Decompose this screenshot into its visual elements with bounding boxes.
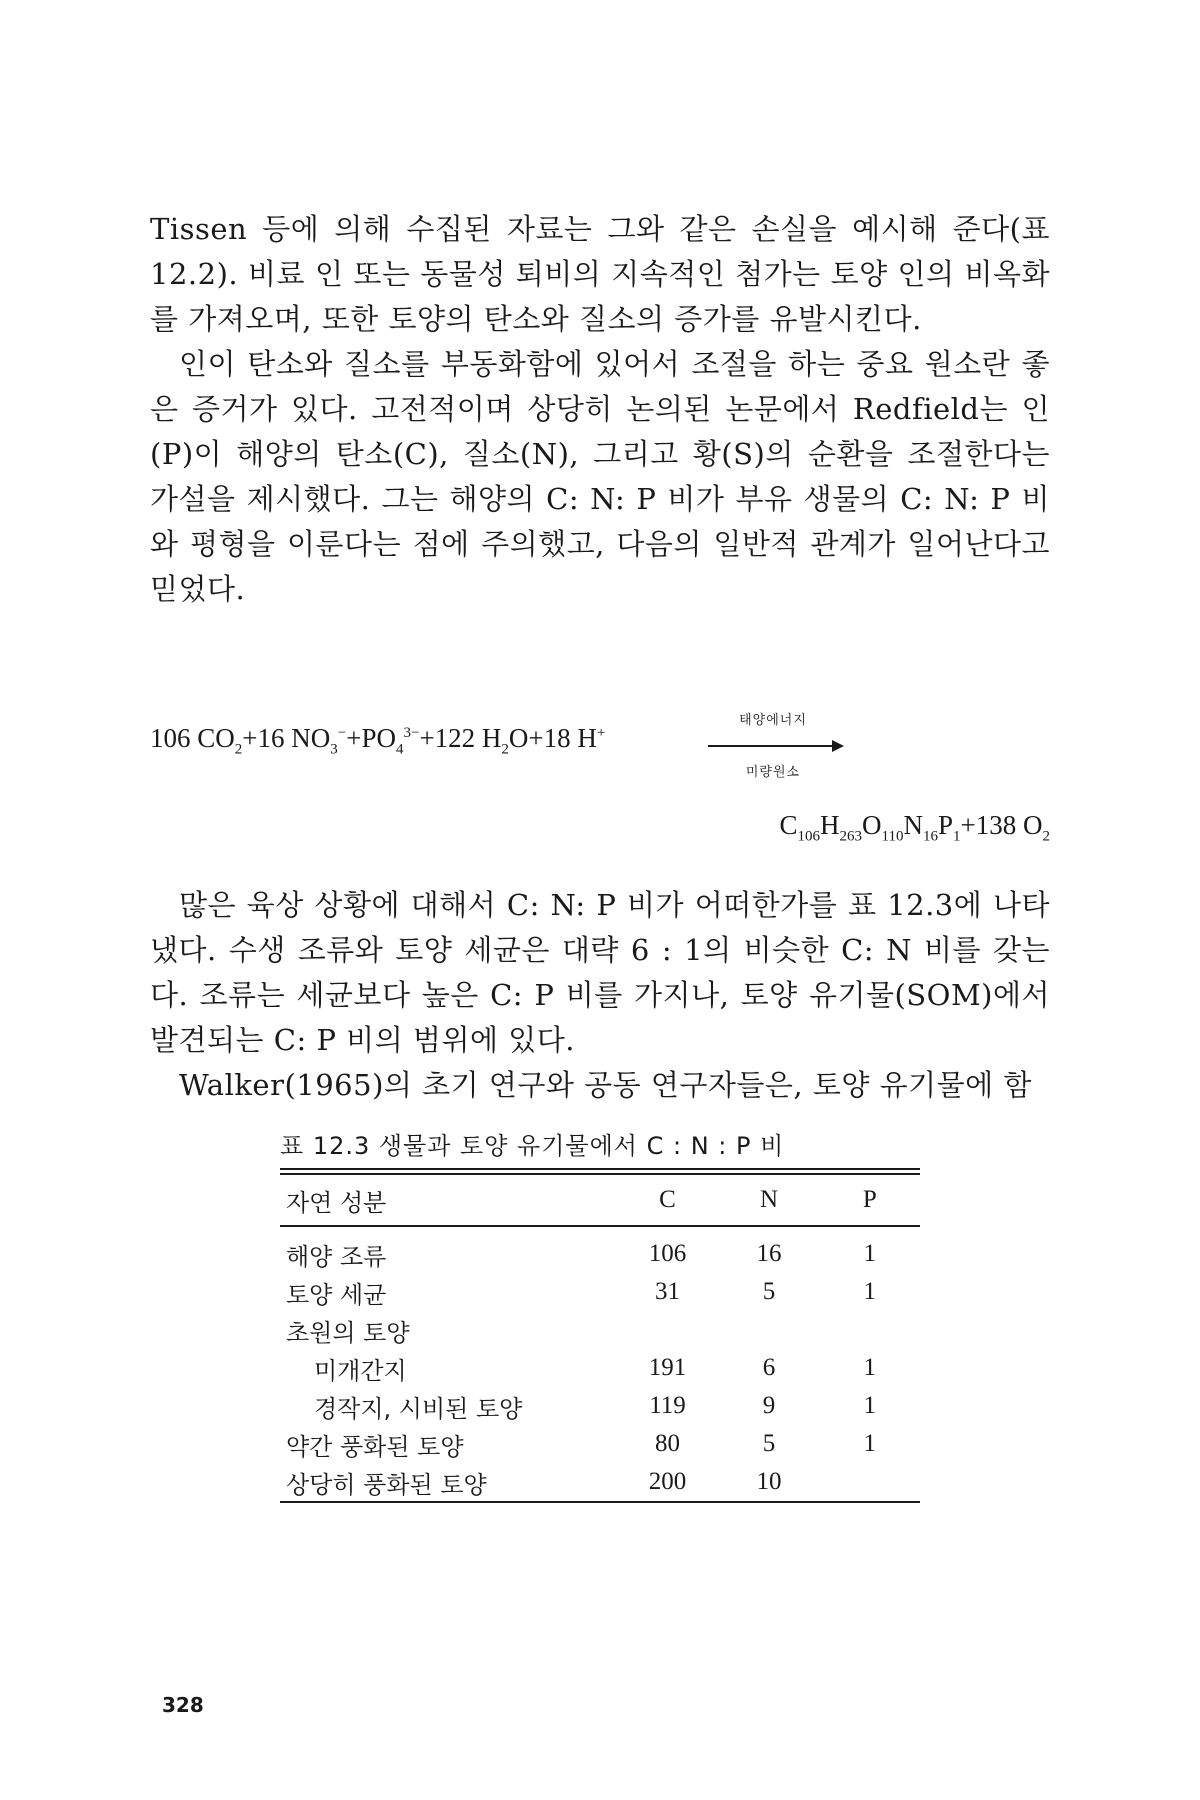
table-row: 초원의 토양: [286, 1318, 410, 1347]
equation-reactants: 106 $CO_2+16$ $NO_3^-+PO_4^{3-}+122$ $H_2O+18$ H+: [150, 723, 606, 758]
paragraph-1: Tissen 등에 의해 수집된 자료는 그와 같은 손실을 예시해 준다(표 12.2). 비료 인 또는 동물성 퇴비의 지속적인 첨가는 토양 인의 비옥화를 가져오며, 또한 토양의 탄소와 질소의 증가를 유발시킨다.: [150, 212, 1050, 336]
table-row: 미개간지 191 6 1: [314, 1354, 877, 1385]
arrow-shaft: [708, 745, 836, 747]
header-c: C: [659, 1186, 676, 1213]
table-rule-top: [280, 1168, 920, 1170]
header-component: 자연 성분: [286, 1188, 387, 1217]
reaction-arrow: [708, 713, 843, 780]
arrow-right-icon: [832, 740, 844, 752]
header-p: P: [862, 1186, 877, 1213]
paragraph-2: 인이 탄소와 질소를 부동화함에 있어서 조절을 하는 중요 원소란 좋은 증거가 있다. 고전적이며 상당히 논의된 논문에서 Redfield는 인(P)이 해양의 탄소(C), 질소(N), 그리고 황(S)의 순환을 조절한다는 가설을 제시했다. 그는 해양의 C: N: P 비가 부유 생물의 C: N: P 비와 평형을 이룬다는 점에 주의했고, 다음의 일반적 관계가 일어난다고 믿었다.: [150, 347, 1050, 606]
table-header-row: [280, 1175, 920, 1225]
header-n: N: [759, 1186, 778, 1213]
paragraph-3: 많은 육상 상황에 대해서 C: N: P 비가 어떠한가를 표 12.3에 나타냈다. 수생 조류와 토양 세균은 대략 6 : 1의 비슷한 C: N 비를 갖는다. 조류는 세균보다 높은 C: P 비를 가지나, 토양 유기물(SOM)에서 발견되는 C: P 비의 범위에 있다.: [150, 888, 1050, 1057]
table-body: [280, 1175, 920, 1501]
paragraph-4: Walker(1965)의 초기 연구와 공동 연구자들은, 토양 유기물에 함: [179, 1068, 1032, 1102]
table-row: 토양 세균 31 5 1: [286, 1278, 877, 1309]
table-row: 약간 풍화된 토양 80 5 1: [286, 1430, 877, 1461]
table-row: 해양 조류 106 16 1: [286, 1240, 877, 1271]
page-number: 328: [162, 1693, 204, 1717]
table-rule-bottom: [280, 1501, 920, 1503]
table-row: 경작지, 시비된 토양 119 9 1: [314, 1392, 877, 1423]
arrow-label-trace-elements: 미량원소: [745, 765, 801, 780]
arrow-label-energy: 태양에너지: [739, 713, 807, 728]
table-caption: 표 12.3 생물과 토양 유기물에서 C : N : P 비: [280, 1132, 785, 1160]
cnp-ratio-table: [280, 1168, 920, 1503]
table-row: 상당히 풍화된 토양 200 10: [286, 1468, 782, 1499]
equation-products: $C_{106}H_{263}O_{110}N_{16}P_1+138$ $O_2$: [779, 810, 1050, 845]
